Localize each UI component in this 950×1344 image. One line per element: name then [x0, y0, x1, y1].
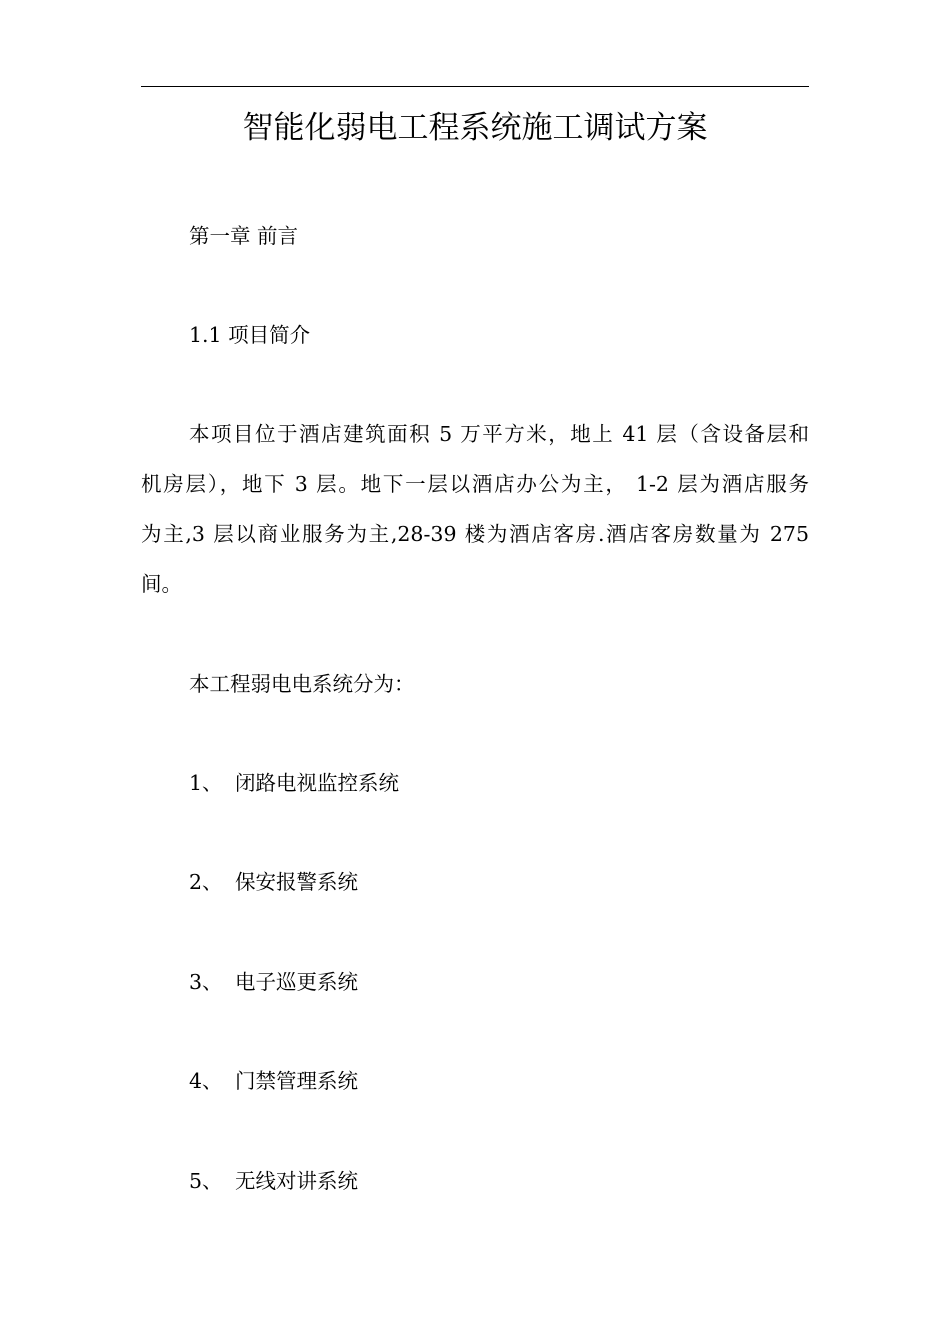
list-item-number: 5、 — [189, 1169, 223, 1193]
list-item — [189, 967, 358, 997]
list-item — [189, 1066, 358, 1096]
paragraph-line: 间。 — [141, 572, 182, 596]
list-item-label: 无线对讲系统 — [235, 1169, 358, 1193]
list-item-number: 2、 — [189, 870, 223, 894]
list-item-label: 保安报警系统 — [235, 870, 358, 894]
paragraph-line: 为主,3 层以商业服务为主,28-39 楼为酒店客房.酒店客房数量为 275 — [141, 522, 809, 546]
paragraph-line: 本项目位于酒店建筑面积 5 万平方米，地上 41 层（含设备层和 — [189, 422, 809, 446]
list-item-number: 4、 — [189, 1069, 223, 1093]
list-item-number: 3、 — [189, 970, 223, 994]
document-title: 智能化弱电工程系统施工调试方案 — [242, 110, 708, 146]
systems-intro: 本工程弱电电系统分为： — [189, 672, 415, 696]
list-item-number: 1、 — [189, 771, 223, 795]
header-rule — [141, 86, 809, 87]
chapter-heading: 第一章 前言 — [189, 224, 299, 248]
list-item-label: 电子巡更系统 — [235, 970, 358, 994]
list-item-label: 闭路电视监控系统 — [235, 771, 399, 795]
project-intro-paragraph — [141, 419, 809, 619]
list-item — [189, 768, 399, 798]
list-item — [189, 867, 358, 897]
list-item-label: 门禁管理系统 — [235, 1069, 358, 1093]
section-heading: 1.1 项目简介 — [189, 323, 311, 347]
list-item — [189, 1166, 358, 1196]
paragraph-line: 机房层），地下 3 层。地下一层以酒店办公为主， 1-2 层为酒店服务 — [141, 472, 809, 496]
